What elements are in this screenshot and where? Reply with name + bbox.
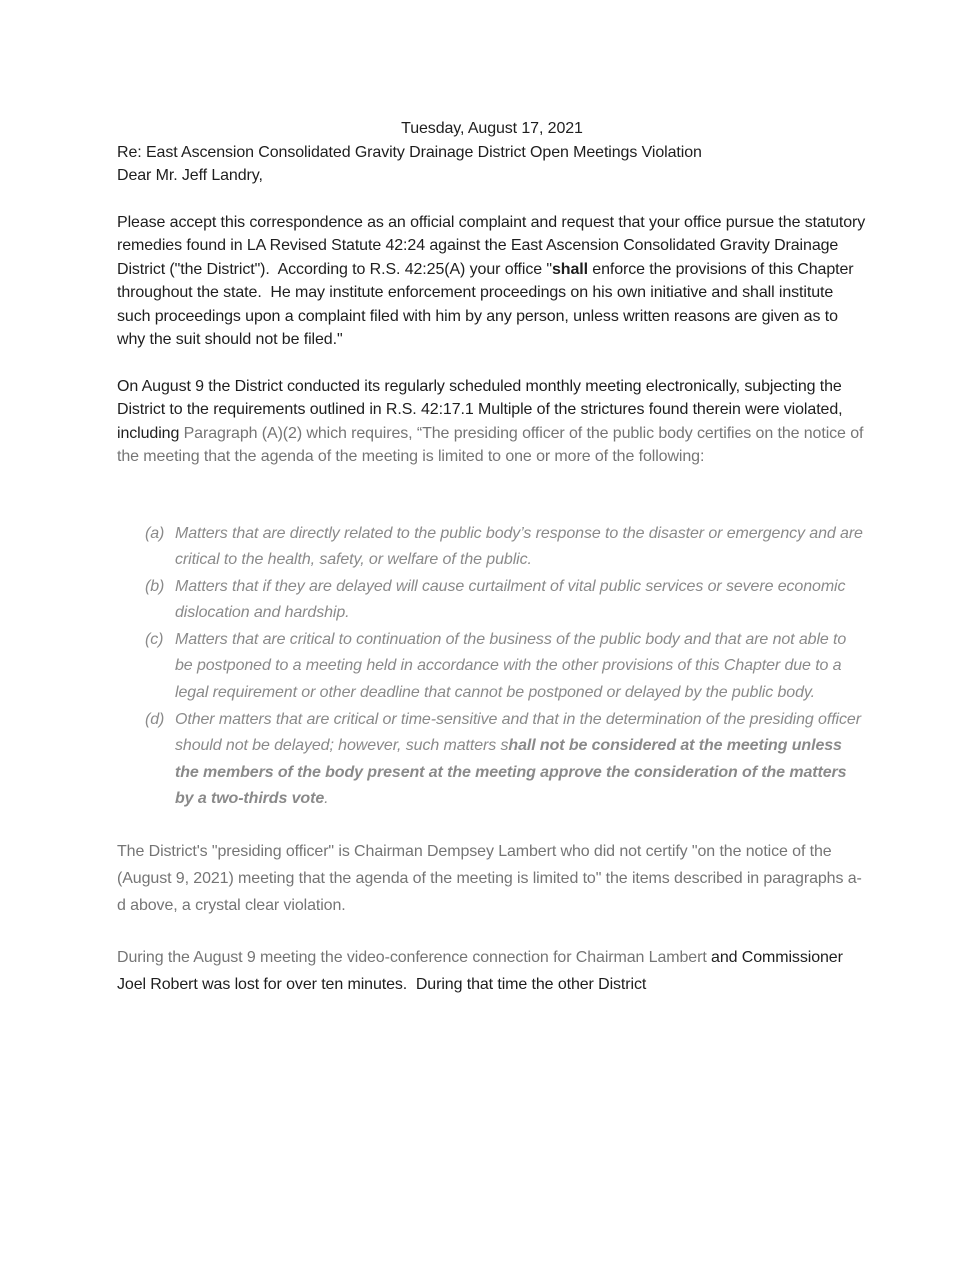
text-run: The District's "presiding officer" is Chairman Dempsey Lambert who did not certify "on the notice of the (August 9, 2021) meeting that the agenda of the meeting is limited to" the items described in paragraphs a-d above, a crystal clear violation.: [117, 843, 862, 915]
statute-exception-list: [117, 521, 867, 814]
text-run: During the August 9 meeting the video-conference connection for Chairman Lambert: [117, 949, 712, 967]
paragraph-complaint: [117, 211, 870, 352]
list-marker: (d): [145, 710, 165, 728]
paragraph-video-conference: [117, 944, 867, 998]
text-run: Matters that are critical to continuation of the business of the public body and that are not able to be postponed to a meeting held in accordance with the other provisions of this Chapter due to a legal requirement or other deadline that cannot be postponed or delayed by the public body.: [175, 630, 851, 702]
statute-exception-item: [117, 707, 867, 813]
list-item-text: [175, 711, 865, 808]
text-run: hall not be considered at the meeting unless the members of the body present at the meeting approve the consideration of the matters by a two-thirds vote: [175, 737, 851, 808]
list-marker: (b): [145, 577, 165, 595]
text-run: enforce the provisions of this Chapter throughout the state. He may institute enforcement proceedings on his own initiative and shall institute such proceedings upon a complaint filed with him by any person, unless written reasons are given as to why the suit should not be filed.": [117, 260, 858, 348]
text-run: and Commissioner Joel Robert was lost for over ten minutes. During that time the other District: [117, 949, 848, 994]
list-marker: (a): [145, 524, 165, 542]
list-marker: (c): [145, 630, 164, 648]
text-run: Matters that are directly related to the public body’s response to the disaster or emergency and are critical to the health, safety, or welfare of the public.: [175, 524, 868, 569]
statute-exception-item: [117, 521, 867, 574]
text-run: Please accept this correspondence as an official complaint and request that your office pursue the statutory remedies found in LA Revised Statute 42:24 against the East Ascension Consolidated Gravity Drainage District ("the District"). According to R.S. 42:25(A) your office ": [117, 213, 870, 278]
statute-exception-item: [117, 627, 867, 707]
date-line: Tuesday, August 17, 2021: [401, 120, 583, 137]
paragraph-meeting-violation: [117, 375, 867, 469]
text-run: Other matters that are critical or time-sensitive and that in the determination of the presiding officer should not be delayed; however, such matters s: [175, 710, 866, 755]
text-run: On August 9 the District conducted its regularly scheduled monthly meeting electronically, subjecting the District to the requirements outlined in R.S. 42:17.1 Multiple of the strictures found therein were violated, including: [117, 377, 847, 442]
list-item-text: [175, 578, 850, 622]
statute-exception-item: [117, 574, 867, 627]
subject-line: Re: East Ascension Consolidated Gravity Drainage District Open Meetings Violation: [117, 143, 702, 161]
paragraph-presiding-officer: [117, 838, 867, 919]
list-item-text: [175, 525, 867, 569]
text-run: shall: [551, 260, 588, 278]
text-run: Matters that if they are delayed will cause curtailment of vital public services or severe economic dislocation and hardship.: [175, 577, 850, 622]
text-run: Paragraph (A)(2) which requires, “The presiding officer of the public body certifies on the notice of the meeting that the agenda of the meeting is limited to one or more of the following:: [117, 424, 868, 465]
list-item-text: [175, 631, 851, 701]
text-run: .: [324, 790, 329, 808]
salutation: Dear Mr. Jeff Landry,: [117, 167, 263, 184]
